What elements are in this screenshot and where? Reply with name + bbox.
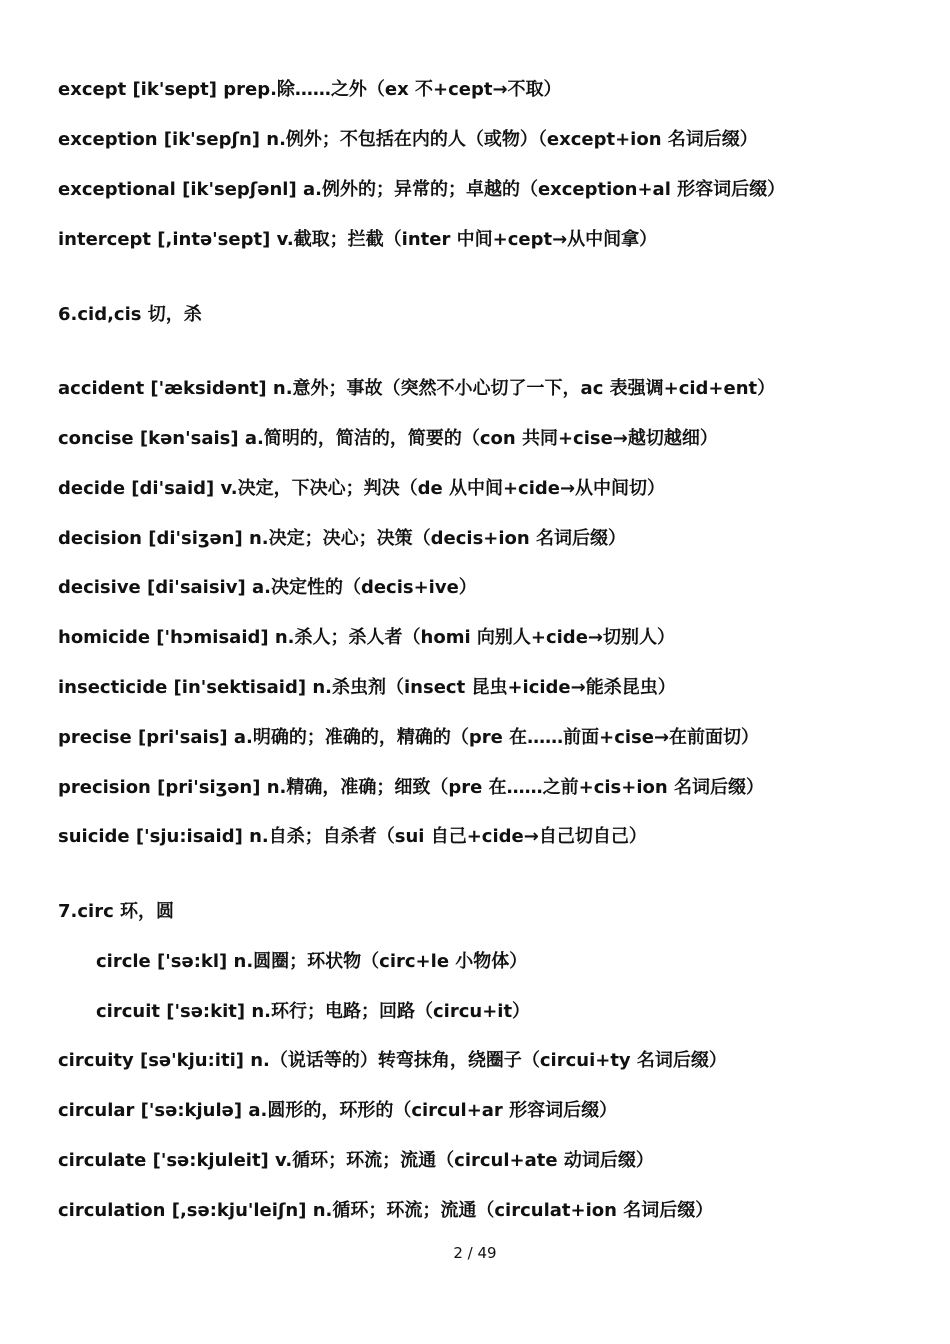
entry-decide: decide [di'said] v.决定，下决心；判决（de 从中间+cide→从中间切） (58, 478, 666, 499)
entry-circular: circular ['sə:kjulə] a.圆形的，环形的（circul+ar 形容词后缀） (58, 1100, 618, 1121)
entry-circulate: circulate ['sə:kjuleit] v.循环；环流；流通（circul+ate 动词后缀） (58, 1150, 654, 1171)
entry-decision: decision [di'siʒən] n.决定；决心；决策（decis+ion 名词后缀） (58, 528, 626, 549)
entry-circulation: circulation [,sə:kju'leiʃn] n.循环；环流；流通（circulat+ion 名词后缀） (58, 1200, 714, 1221)
entry-intercept: intercept [,intə'sept] v.截取；拦截（inter 中间+cept→从中间拿） (58, 229, 658, 250)
entry-concise: concise [kən'sais] a.简明的，简洁的，简要的（con 共同+cise→越切越细） (58, 428, 718, 449)
section-heading-circ: 7.circ 环，圆 (58, 901, 175, 922)
entry-homicide: homicide ['hɔmisaid] n.杀人；杀人者（homi 向别人+cide→切别人） (58, 627, 675, 648)
entry-exception: exception [ik'sepʃn] n.例外；不包括在内的人（或物）（except+ion 名词后缀） (58, 129, 758, 150)
entry-insecticide: insecticide [in'sektisaid] n.杀虫剂（insect 昆虫+icide→能杀昆虫） (58, 677, 676, 698)
entry-exceptional: exceptional [ik'sepʃənl] a.例外的；异常的；卓越的（exception+al 形容词后缀） (58, 179, 786, 200)
entry-precise: precise [pri'sais] a.明确的；准确的，精确的（pre 在……前面+cise→在前面切） (58, 727, 760, 748)
section-heading-cid-cis: 6.cid,cis 切，杀 (58, 304, 202, 325)
entry-circuity: circuity [sə'kju:iti] n.（说话等的）转弯抹角，绕圈子（circui+ty 名词后缀） (58, 1050, 727, 1071)
entry-except: except [ik'sept] prep.除……之外（ex 不+cept→不取） (58, 79, 562, 100)
entry-accident: accident ['æksidənt] n.意外；事故（突然不小心切了一下，ac 表强调+cid+ent） (58, 378, 776, 399)
entry-precision: precision [pri'siʒən] n.精确，准确；细致（pre 在……之前+cis+ion 名词后缀） (58, 777, 764, 798)
entry-circuit: circuit ['sə:kit] n.环行；电路；回路（circu+it） (96, 1001, 531, 1022)
entry-decisive: decisive [di'saisiv] a.决定性的（decis+ive） (58, 577, 477, 598)
entry-suicide: suicide ['sju:isaid] n.自杀；自杀者（sui 自己+cide→自己切自己） (58, 826, 647, 847)
page-number: 2 / 49 (453, 1244, 497, 1262)
entry-circle: circle ['sə:kl] n.圆圈；环状物（circ+le 小物体） (96, 951, 528, 972)
